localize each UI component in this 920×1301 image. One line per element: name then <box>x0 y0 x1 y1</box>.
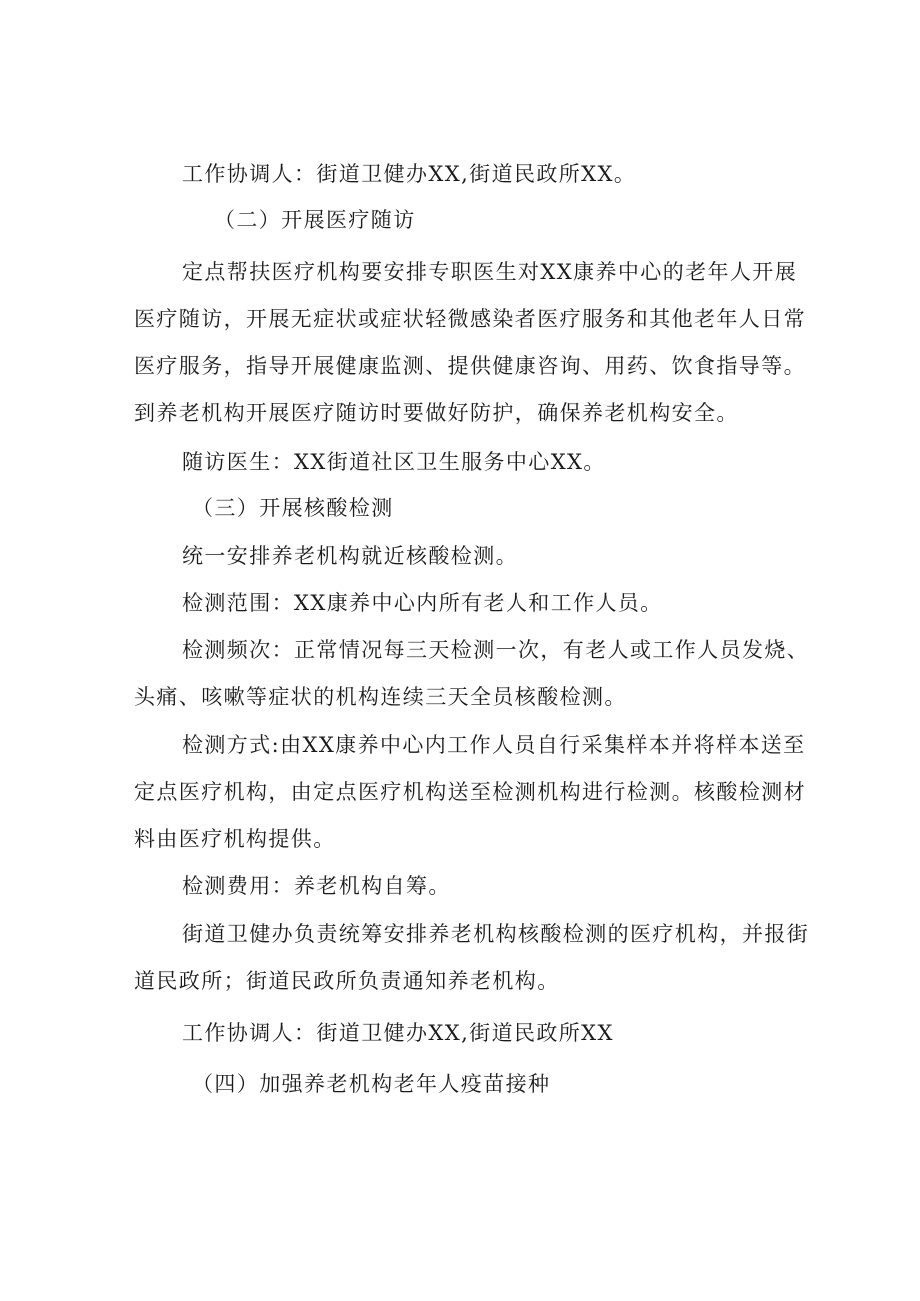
paragraph-line: 街道卫健办负责统筹安排养老机构核酸检测的医疗机构，并报街 <box>182 922 810 946</box>
paragraph-line: 到养老机构开展医疗随访时要做好防护，确保养老机构安全。 <box>134 401 739 425</box>
section-heading-3: （三）开展核酸检测 <box>192 496 394 520</box>
section-heading-4: （四）加强养老机构老年人疫苗接种 <box>192 1072 551 1096</box>
paragraph-line: 定点帮扶医疗机构要安排专职医生对XX康养中心的老年人开展 <box>182 260 798 284</box>
coordinator-line-2: 工作协调人：街道卫健办XX,街道民政所XX <box>182 1021 614 1045</box>
test-scope-line: 检测范围：XX康养中心内所有老人和工作人员。 <box>182 591 663 615</box>
paragraph-line: 道民政所；街道民政所负责通知养老机构。 <box>134 969 560 993</box>
test-frequency-line: 检测频次：正常情况每三天检测一次，有老人或工作人员发烧、 <box>182 638 810 662</box>
doctor-line: 随访医生：XX街道社区卫生服务中心XX。 <box>182 450 606 474</box>
paragraph-line: 料由医疗机构提供。 <box>134 827 336 851</box>
coordinator-line-1: 工作协调人：街道卫健办XX,街道民政所XX。 <box>182 162 637 186</box>
test-fee-line: 检测费用：养老机构自筹。 <box>182 874 451 898</box>
paragraph-line: 医疗随访，开展无症状或症状轻微感染者医疗服务和其他老年人日常 <box>134 307 806 331</box>
section-heading-2: （二）开展医疗随访 <box>214 208 416 232</box>
paragraph-line: 定点医疗机构，由定点医疗机构送至检测机构进行检测。核酸检测材 <box>134 780 806 804</box>
test-method-line: 检测方式:由XX康养中心内工作人员自行采集样本并将样本送至 <box>182 733 806 757</box>
paragraph-line: 统一安排养老机构就近核酸检测。 <box>182 544 518 568</box>
paragraph-line: 医疗服务，指导开展健康监测、提供健康咨询、用药、饮食指导等。 <box>134 354 806 378</box>
paragraph-line: 头痛、咳嗽等症状的机构连续三天全员核酸检测。 <box>134 685 627 709</box>
